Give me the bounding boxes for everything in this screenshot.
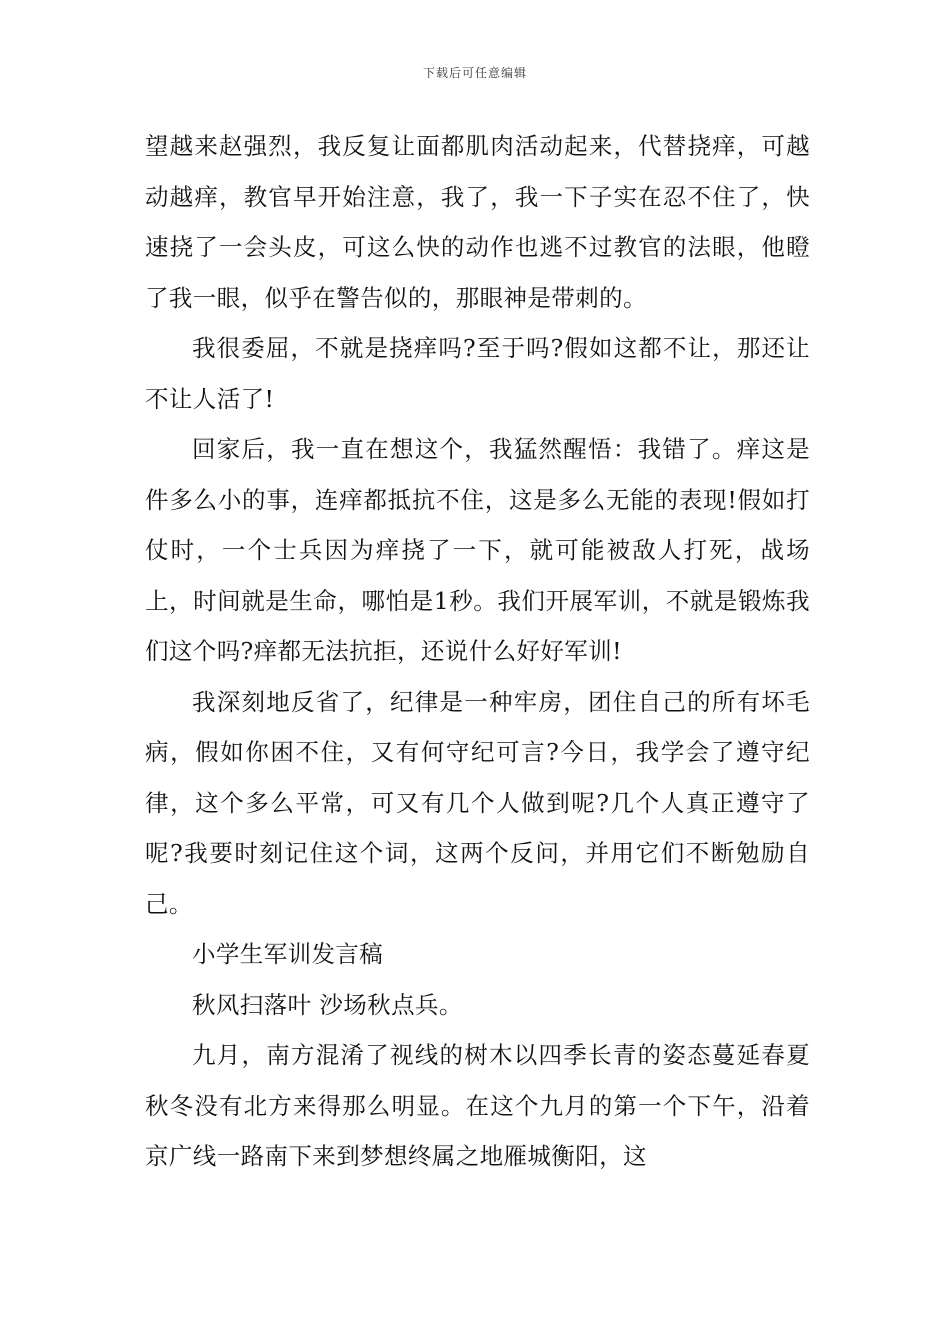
paragraph: 回家后，我一直在想这个，我猛然醒悟：我错了。痒这是件多么小的事，连痒都抵抗不住，这是多么无能的表现!假如打仗时，一个士兵因为痒挠了一下，就可能被敌人打死，战场上，时间就是生命，哪怕是1秒。我们开展军训，不就是锻炼我们这个吗?痒都无法抗拒，还说什么好好军训! (145, 435, 810, 665)
paragraph-continuation: 望越来赵强烈，我反复让面都肌肉活动起来，代替挠痒，可越动越痒，教官早开始注意，我了，我一下子实在忍不住了，快速挠了一会头皮，可这么快的动作也逃不过教官的法眼，他瞪了我一眼，似乎在警告似的，那眼神是带刺的。 (145, 132, 810, 312)
paragraph: 秋风扫落叶 沙场秋点兵。 (192, 990, 463, 1019)
paragraph: 我很委屈，不就是挠痒吗?至于吗?假如这都不让，那还让不让人活了! (145, 334, 810, 413)
paragraph: 我深刻地反省了，纪律是一种牢房，团住自己的所有坏毛病，假如你困不住，又有何守纪可言?今日，我学会了遵守纪律，这个多么平常，可又有几个人做到呢?几个人真正遵守了呢?我要时刻记住这个词，这两个反问，并用它们不断勉励自己。 (145, 687, 810, 918)
document-body (145, 121, 810, 1182)
paragraph: 九月，南方混淆了视线的树木以四季长青的姿态蔓延春夏秋冬没有北方来得那么明显。在这个九月的第一个下午，沿着京广线一路南下来到梦想终属之地雁城衡阳，这 (145, 1041, 810, 1170)
section-title: 小学生军训发言稿 (192, 940, 384, 968)
page-header: 下载后可任意编辑 (422, 66, 527, 80)
